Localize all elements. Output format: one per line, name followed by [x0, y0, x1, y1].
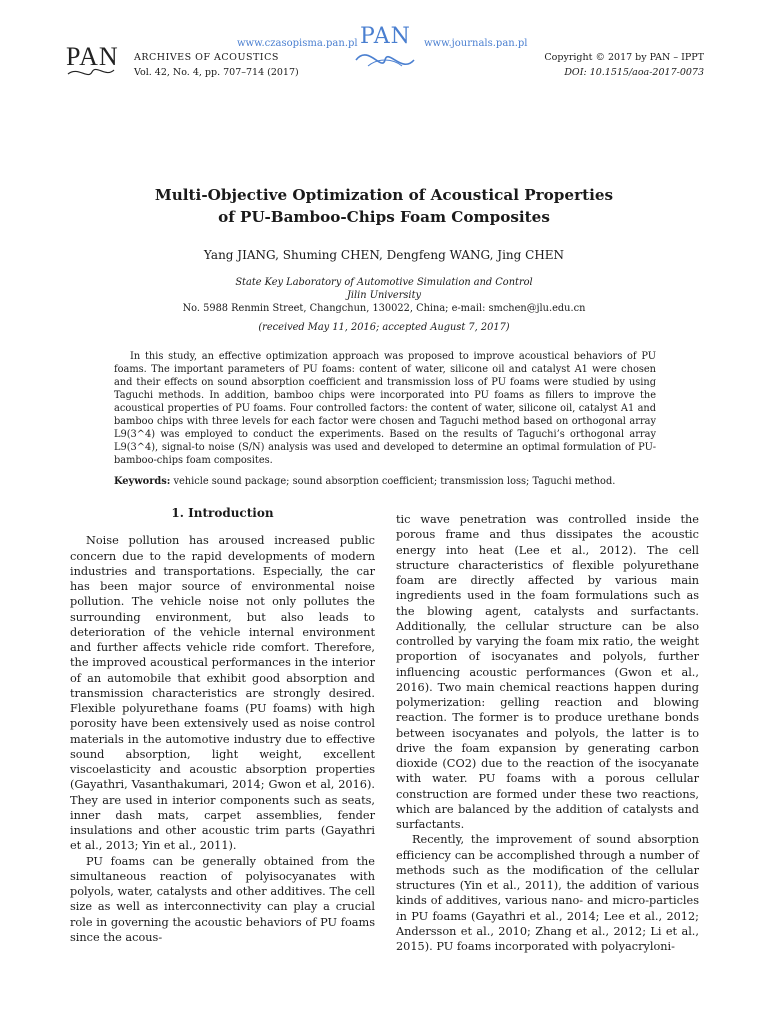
paper-title — [0, 184, 768, 228]
copyright-block — [544, 50, 704, 80]
authors: Yang JIANG, Shuming CHEN, Dengfeng WANG, Jing CHEN — [203, 248, 565, 262]
pan-logo-left: PAN — [66, 42, 119, 71]
intro-paragraph-3: tic wave penetration was controlled inside the porous frame and thus dissipates the acoustic energy into heat (Lee et al., 2012). The cell structure characteristics of flexible polyurethane foam are directly affected by various main ingredients used in the foam formulations such as the blowing agent, catalysts and surfactants. Additionally, the cellular structure can be also controlled by varying the foam mix ratio, the weight proportion of isocyanates and polyols, further influencing acoustic performances (Gwon et al., 2016). Two main chemical reactions happen during polymerization: gelling reaction and blowing reaction. The former is to produce urethane bonds between isocyanates and polyols, the latter is to drive the foam expansion by generating carbon dioxide (CO2) due to the reaction of the isocyanate with water. PU foams with a porous cellular construction are formed under these two reactions, which are balanced by the addition of catalysts and surfactants. — [396, 513, 699, 831]
doi[interactable]: DOI: 10.1515/aoa-2017-0073 — [564, 67, 704, 78]
intro-paragraph-2: PU foams can be generally obtained from the simultaneous reaction of polyisocyanates with polyols, water, catalysts and other additives. The cell size as well as interconnectivity can play a crucial role in governing the acoustic behaviors of PU foams since the acous- — [70, 854, 375, 944]
received-text: (received May 11, 2016; accepted August 7, 2017) — [258, 322, 510, 333]
title-line-2: of PU-Bamboo-Chips Foam Composites — [218, 208, 550, 226]
pan-logo-center: PAN — [360, 24, 411, 49]
affiliation-university: Jilin University — [346, 290, 422, 301]
journal-name: ARCHIVES OF ACOUSTICS — [134, 52, 279, 63]
body-right-column — [396, 512, 699, 954]
abstract-text: In this study, an effective optimization approach was proposed to improve acoustical behaviors of PU foams. The important parameters of PU foams: content of water, silicone oil and catalyst A1 were chosen and their effects on sound absorption coefficient and transmission loss of PU foams were studied by using Taguchi methods. In addition, bamboo chips were incorporated into PU foams as fillers to improve the acoustical properties of PU foams. Four controlled factors: the content of water, silicone oil, catalyst A1 and bamboo chips with three levels for each factor were chosen and Taguchi method based on orthogonal array L9(3^4) was employed to conduct the experiments. Based on the results of Taguchi’s orthogonal array L9(3^4), signal-to noise (S/N) analysis was used and developed to determine an optimal formulation of PU-bamboo-chips foam composites. — [114, 351, 656, 466]
affiliation-address: No. 5988 Renmin Street, Changchun, 130022, China; e-mail: smchen@jlu.edu.cn — [182, 303, 586, 314]
section-title-introduction: 1. Introduction — [171, 506, 274, 520]
keywords-text: vehicle sound package; sound absorption coefficient; transmission loss; Taguchi method. — [173, 476, 616, 487]
pan-swirl-icon — [348, 24, 422, 72]
keywords-label: Keywords: — [114, 476, 171, 487]
copyright: Copyright © 2017 by PAN – IPPT — [544, 52, 704, 63]
journal-url-right[interactable]: www.journals.pan.pl — [424, 38, 528, 49]
volume-line: Vol. 42, No. 4, pp. 707–714 (2017) — [134, 67, 299, 78]
received-dates — [0, 322, 768, 333]
affiliation — [0, 276, 768, 315]
intro-paragraph-4: Recently, the improvement of sound absorption efficiency can be accomplished through a number of methods such as the modification of the cellular structures (Yin et al., 2011), the addition of various kinds of additives, various nano- and micro-particles in PU foams (Gayathri et al., 2014; Lee et al., 2012; Andersson et al., 2010; Zhang et al., 2012; Li et al., 2015). PU foams incorporated with polyacryloni- — [396, 833, 699, 953]
body-left-column — [70, 506, 375, 945]
journal-url-left[interactable]: www.czasopisma.pan.pl — [237, 38, 358, 49]
journal-info — [134, 50, 299, 80]
abstract — [114, 350, 656, 467]
intro-paragraph-1: Noise pollution has aroused increased public concern due to the rapid developments of modern industries and transportations. Especially, the car has been major source of environmental noise pollution. The vehicle noise not only pollutes the surrounding environment, but also leads to deterioration of the vehicle internal environment and further affects vehicle ride comfort. Therefore, the improved acoustical performances in the interior of an automobile that exhibit good absorption and transmission characteristics are strongly desired. Flexible polyurethane foams (PU foams) with high porosity have been extensively used as noise control materials in the automotive industry due to effective sound absorption, light weight, excellent viscoelasticity and acoustic absorption properties (Gayathri, Vasanthakumari, 2014; Gwon et al, 2016). They are used in interior components such as seats, inner dash mats, carpet assemblies, fender insulations and other acoustic trim parts (Gayathri et al., 2013; Yin et al., 2011). — [70, 534, 375, 853]
affiliation-lab: State Key Laboratory of Automotive Simulation and Control — [235, 277, 533, 288]
pan-left-swirl-icon — [66, 66, 116, 78]
keywords — [114, 476, 656, 487]
title-line-1: Multi-Objective Optimization of Acoustical Properties — [154, 186, 614, 204]
